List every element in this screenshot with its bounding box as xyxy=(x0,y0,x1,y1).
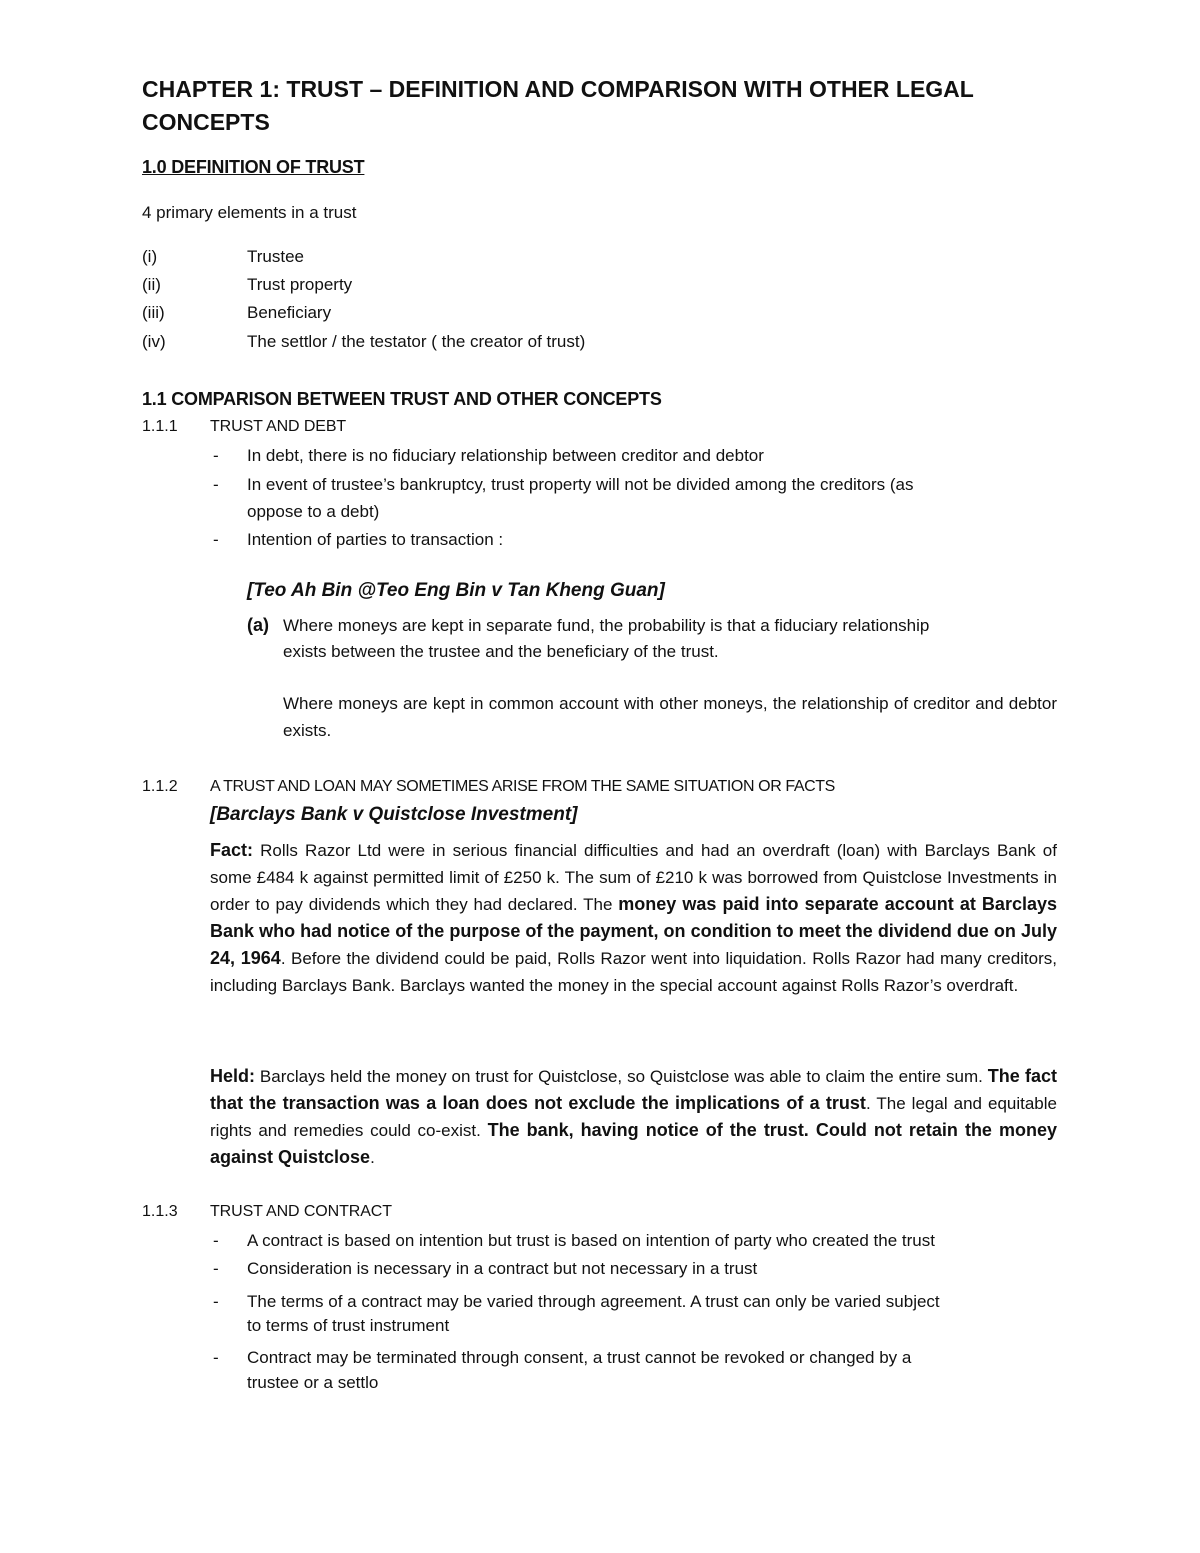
fact-text-end: . Before the dividend could be paid, Rolls Razor went into liquidation. Rolls Razor had many creditors, including Barclays Bank. Barclays wanted the money in the special account against Rolls Razor’s overdraft. xyxy=(210,949,1057,995)
held-text-middle: . The legal and equitable rights and remedies could co-exist. xyxy=(210,1094,1057,1140)
element-number: (ii) xyxy=(142,275,161,294)
subsection-title: A TRUST AND LOAN MAY SOMETIMES ARISE FROM THE SAME SITUATION OR FACTS xyxy=(210,778,835,795)
bullet-dash: - xyxy=(213,446,219,465)
case-citation: [Barclays Bank v Quistclose Investment] xyxy=(210,804,578,825)
bullet-item: Contract may be terminated through consent, a trust cannot be revoked or changed by a xyxy=(247,1348,912,1367)
bullet-dash: - xyxy=(213,1259,219,1278)
subsection-number: 1.1.3 xyxy=(142,1203,178,1220)
element-number: (iv) xyxy=(142,332,166,351)
case-citation: [Teo Ah Bin @Teo Eng Bin v Tan Kheng Guan] xyxy=(247,580,665,601)
element-label: Beneficiary xyxy=(247,303,332,322)
bullet-dash: - xyxy=(213,475,219,494)
elements-intro: 4 primary elements in a trust xyxy=(142,203,357,222)
subsection-number: 1.1.1 xyxy=(142,418,178,435)
bullet-item: Intention of parties to transaction : xyxy=(247,530,504,549)
bullet-item: In event of trustee’s bankruptcy, trust property will not be divided among the creditors (as xyxy=(247,475,914,494)
bullet-item: The terms of a contract may be varied through agreement. A trust can only be varied subject xyxy=(247,1292,940,1311)
fact-emphasis: money was paid into separate account at Barclays Bank who had notice of the purpose of the payment, on condition to meet the dividend due on July 24, 1964 xyxy=(210,894,1057,968)
bullet-item: In debt, there is no fiduciary relationship between creditor and debtor xyxy=(247,446,764,465)
element-number: (i) xyxy=(142,247,158,266)
held-paragraph xyxy=(210,1063,1057,1171)
point-paragraph: Where moneys are kept in common account with other moneys, the relationship of creditor and debtor exists. xyxy=(283,694,1057,740)
section-heading-1-1: 1.1 COMPARISON BETWEEN TRUST AND OTHER CONCEPTS xyxy=(142,389,662,409)
point-text: Where moneys are kept in separate fund, the probability is that a fiduciary relationship xyxy=(283,616,930,635)
subsection-number: 1.1.2 xyxy=(142,778,178,795)
point-label: (a) xyxy=(247,615,269,635)
subsection-title: TRUST AND CONTRACT xyxy=(210,1203,392,1220)
bullet-item-continued: oppose to a debt) xyxy=(247,502,380,521)
bullet-item-continued: to terms of trust instrument xyxy=(247,1316,450,1335)
point-text-continued: exists between the trustee and the beneficiary of the trust. xyxy=(283,642,719,661)
chapter-title-line1: CHAPTER 1: TRUST – DEFINITION AND COMPARISON WITH OTHER LEGAL xyxy=(142,76,974,102)
element-label: Trustee xyxy=(247,247,305,266)
chapter-title-line2: CONCEPTS xyxy=(142,109,270,135)
bullet-dash: - xyxy=(213,530,219,549)
section-heading-1-0: 1.0 DEFINITION OF TRUST xyxy=(142,157,365,177)
fact-text: Rolls Razor Ltd were in serious financial difficulties and had an overdraft (loan) with Barclays Bank of some £484 k against permitted limit of £250 k. The sum of £210 k was borrowed from Quistclose Investments in order to pay dividends which they had declared. The xyxy=(210,841,1057,914)
held-emphasis: The fact that the transaction was a loan does not exclude the implications of a trust xyxy=(210,1066,1057,1113)
element-label: Trust property xyxy=(247,275,353,294)
subsection-title: TRUST AND DEBT xyxy=(210,418,347,435)
bullet-item-continued: trustee or a settlo xyxy=(247,1373,379,1392)
held-emphasis: The bank, having notice of the trust. Could not retain the money against Quistclose xyxy=(210,1120,1057,1167)
bullet-item: A contract is based on intention but trust is based on intention of party who created the trust xyxy=(247,1231,935,1250)
fact-paragraph xyxy=(210,837,1057,999)
held-label: Held: xyxy=(210,1066,255,1086)
bullet-dash: - xyxy=(213,1292,219,1311)
element-label: The settlor / the testator ( the creator of trust) xyxy=(247,332,586,351)
held-text-end: . xyxy=(370,1148,375,1167)
fact-label: Fact: xyxy=(210,840,254,860)
bullet-dash: - xyxy=(213,1348,219,1367)
bullet-item: Consideration is necessary in a contract but not necessary in a trust xyxy=(247,1259,758,1278)
bullet-dash: - xyxy=(213,1231,219,1250)
element-number: (iii) xyxy=(142,303,165,322)
held-text: Barclays held the money on trust for Quistclose, so Quistclose was able to claim the entire sum. xyxy=(255,1067,988,1086)
